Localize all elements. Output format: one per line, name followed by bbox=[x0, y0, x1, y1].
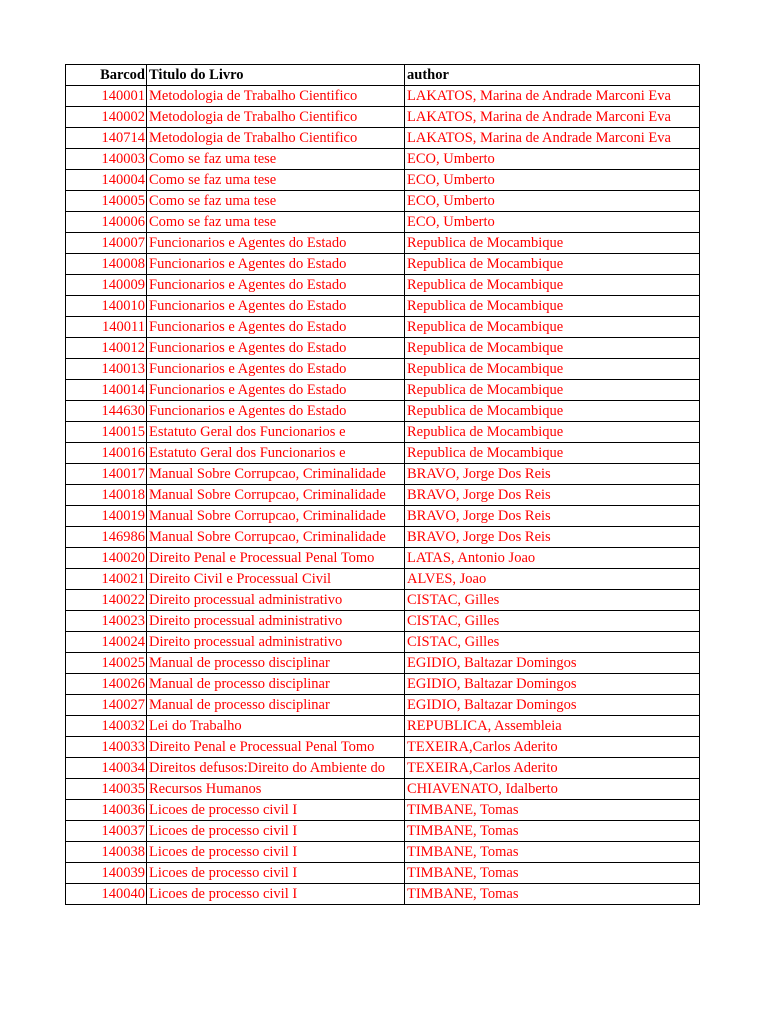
cell-author-text: ALVES, Joao bbox=[407, 571, 487, 587]
cell-title-text: Licoes de processo civil I bbox=[149, 823, 298, 839]
cell-author bbox=[405, 317, 700, 338]
cell-title bbox=[147, 128, 405, 149]
cell-title-text: Manual de processo disciplinar bbox=[149, 676, 330, 692]
cell-author-text: ECO, Umberto bbox=[407, 172, 495, 188]
cell-author bbox=[405, 254, 700, 275]
table-row bbox=[66, 254, 700, 275]
table-row bbox=[66, 212, 700, 233]
cell-author bbox=[405, 233, 700, 254]
cell-author-text: EGIDIO, Baltazar Domingos bbox=[407, 676, 577, 692]
cell-barcode: 140033 bbox=[66, 737, 147, 758]
cell-title bbox=[147, 842, 405, 863]
cell-author-text: BRAVO, Jorge Dos Reis bbox=[407, 529, 551, 545]
table-row bbox=[66, 464, 700, 485]
cell-barcode: 140001 bbox=[66, 86, 147, 107]
cell-author-text: Republica de Mocambique bbox=[407, 403, 564, 419]
cell-author bbox=[405, 569, 700, 590]
cell-title bbox=[147, 737, 405, 758]
cell-title-text: Licoes de processo civil I bbox=[149, 886, 298, 902]
table-row bbox=[66, 317, 700, 338]
cell-author bbox=[405, 107, 700, 128]
cell-title bbox=[147, 464, 405, 485]
cell-title bbox=[147, 86, 405, 107]
table-row bbox=[66, 149, 700, 170]
cell-author bbox=[405, 527, 700, 548]
table-row bbox=[66, 821, 700, 842]
table-row bbox=[66, 359, 700, 380]
cell-title bbox=[147, 296, 405, 317]
cell-title bbox=[147, 338, 405, 359]
cell-title bbox=[147, 632, 405, 653]
cell-barcode: 140038 bbox=[66, 842, 147, 863]
cell-title bbox=[147, 527, 405, 548]
cell-title-text: Funcionarios e Agentes do Estado bbox=[149, 235, 347, 251]
cell-author-text: TIMBANE, Tomas bbox=[407, 844, 519, 860]
cell-title bbox=[147, 233, 405, 254]
cell-title bbox=[147, 863, 405, 884]
cell-barcode: 140013 bbox=[66, 359, 147, 380]
cell-barcode: 140020 bbox=[66, 548, 147, 569]
cell-barcode: 140037 bbox=[66, 821, 147, 842]
cell-barcode: 140021 bbox=[66, 569, 147, 590]
cell-title bbox=[147, 485, 405, 506]
cell-barcode: 140012 bbox=[66, 338, 147, 359]
cell-author bbox=[405, 296, 700, 317]
cell-author-text: CHIAVENATO, Idalberto bbox=[407, 781, 558, 797]
cell-author bbox=[405, 548, 700, 569]
column-header-author: author bbox=[405, 65, 700, 86]
table-row bbox=[66, 758, 700, 779]
cell-author-text: Republica de Mocambique bbox=[407, 235, 564, 251]
cell-author-text: LAKATOS, Marina de Andrade Marconi Eva bbox=[407, 109, 671, 125]
cell-title bbox=[147, 422, 405, 443]
cell-barcode: 140714 bbox=[66, 128, 147, 149]
cell-author bbox=[405, 758, 700, 779]
cell-barcode: 140039 bbox=[66, 863, 147, 884]
cell-title bbox=[147, 359, 405, 380]
cell-title bbox=[147, 674, 405, 695]
cell-author-text: Republica de Mocambique bbox=[407, 361, 564, 377]
cell-title bbox=[147, 443, 405, 464]
table-row bbox=[66, 800, 700, 821]
column-header-barcode: Barcod bbox=[66, 65, 147, 86]
cell-title-text: Metodologia de Trabalho Cientifico bbox=[149, 130, 358, 146]
cell-author bbox=[405, 380, 700, 401]
cell-title-text: Funcionarios e Agentes do Estado bbox=[149, 256, 347, 272]
table-row bbox=[66, 443, 700, 464]
cell-author-text: TIMBANE, Tomas bbox=[407, 865, 519, 881]
cell-author bbox=[405, 149, 700, 170]
table-row bbox=[66, 611, 700, 632]
cell-title-text: Lei do Trabalho bbox=[149, 718, 242, 734]
table-body bbox=[66, 86, 700, 905]
cell-title bbox=[147, 821, 405, 842]
cell-title-text: Funcionarios e Agentes do Estado bbox=[149, 277, 347, 293]
cell-title-text: Manual Sobre Corrupcao, Criminalidade bbox=[149, 529, 386, 545]
cell-title-text: Funcionarios e Agentes do Estado bbox=[149, 298, 347, 314]
cell-author bbox=[405, 737, 700, 758]
cell-title-text: Funcionarios e Agentes do Estado bbox=[149, 361, 347, 377]
table-row bbox=[66, 506, 700, 527]
table-row bbox=[66, 737, 700, 758]
books-table bbox=[65, 64, 700, 905]
cell-author bbox=[405, 128, 700, 149]
cell-title bbox=[147, 254, 405, 275]
cell-author-text: ECO, Umberto bbox=[407, 151, 495, 167]
cell-author bbox=[405, 275, 700, 296]
cell-barcode: 140019 bbox=[66, 506, 147, 527]
cell-author bbox=[405, 338, 700, 359]
cell-title-text: Direito Penal e Processual Penal Tomo bbox=[149, 739, 375, 755]
cell-author-text: BRAVO, Jorge Dos Reis bbox=[407, 487, 551, 503]
cell-barcode: 140036 bbox=[66, 800, 147, 821]
cell-title-text: Como se faz uma tese bbox=[149, 151, 277, 167]
cell-author-text: TIMBANE, Tomas bbox=[407, 886, 519, 902]
cell-author bbox=[405, 695, 700, 716]
cell-title bbox=[147, 380, 405, 401]
cell-author bbox=[405, 443, 700, 464]
cell-author-text: Republica de Mocambique bbox=[407, 319, 564, 335]
table-row bbox=[66, 842, 700, 863]
cell-barcode: 140010 bbox=[66, 296, 147, 317]
cell-barcode: 140034 bbox=[66, 758, 147, 779]
table-row bbox=[66, 716, 700, 737]
cell-author bbox=[405, 191, 700, 212]
cell-title bbox=[147, 779, 405, 800]
cell-author bbox=[405, 170, 700, 191]
cell-title bbox=[147, 695, 405, 716]
cell-title-text: Estatuto Geral dos Funcionarios e bbox=[149, 424, 346, 440]
cell-title-text: Direitos defusos:Direito do Ambiente do bbox=[149, 760, 385, 776]
cell-title-text: Manual Sobre Corrupcao, Criminalidade bbox=[149, 466, 386, 482]
cell-title bbox=[147, 884, 405, 905]
column-header-title: Titulo do Livro bbox=[147, 65, 405, 86]
cell-barcode: 140023 bbox=[66, 611, 147, 632]
cell-title bbox=[147, 590, 405, 611]
cell-title-text: Direito Penal e Processual Penal Tomo bbox=[149, 550, 375, 566]
table-row bbox=[66, 779, 700, 800]
cell-barcode: 140022 bbox=[66, 590, 147, 611]
cell-title-text: Funcionarios e Agentes do Estado bbox=[149, 319, 347, 335]
cell-barcode: 144630 bbox=[66, 401, 147, 422]
cell-author-text: CISTAC, Gilles bbox=[407, 613, 500, 629]
table-row bbox=[66, 590, 700, 611]
cell-author bbox=[405, 464, 700, 485]
cell-title bbox=[147, 611, 405, 632]
cell-author-text: Republica de Mocambique bbox=[407, 424, 564, 440]
cell-title-text: Direito processual administrativo bbox=[149, 634, 343, 650]
cell-title-text: Estatuto Geral dos Funcionarios e bbox=[149, 445, 346, 461]
cell-title-text: Manual Sobre Corrupcao, Criminalidade bbox=[149, 487, 386, 503]
cell-title bbox=[147, 506, 405, 527]
table-row bbox=[66, 296, 700, 317]
cell-title-text: Licoes de processo civil I bbox=[149, 802, 298, 818]
cell-title bbox=[147, 716, 405, 737]
cell-author bbox=[405, 422, 700, 443]
cell-author-text: TIMBANE, Tomas bbox=[407, 823, 519, 839]
table-row bbox=[66, 548, 700, 569]
table-header bbox=[66, 65, 700, 86]
cell-author-text: REPUBLICA, Assembleia bbox=[407, 718, 562, 734]
cell-author-text: EGIDIO, Baltazar Domingos bbox=[407, 655, 577, 671]
cell-title-text: Direito processual administrativo bbox=[149, 592, 343, 608]
cell-title bbox=[147, 800, 405, 821]
cell-title bbox=[147, 548, 405, 569]
cell-title-text: Direito processual administrativo bbox=[149, 613, 343, 629]
cell-author bbox=[405, 86, 700, 107]
table-row bbox=[66, 653, 700, 674]
cell-author bbox=[405, 632, 700, 653]
cell-author-text: LAKATOS, Marina de Andrade Marconi Eva bbox=[407, 88, 671, 104]
cell-title bbox=[147, 758, 405, 779]
cell-author bbox=[405, 590, 700, 611]
cell-author-text: BRAVO, Jorge Dos Reis bbox=[407, 466, 551, 482]
table-row bbox=[66, 170, 700, 191]
cell-title bbox=[147, 107, 405, 128]
table-row bbox=[66, 275, 700, 296]
cell-title bbox=[147, 317, 405, 338]
cell-title bbox=[147, 569, 405, 590]
cell-author-text: Republica de Mocambique bbox=[407, 445, 564, 461]
table-row bbox=[66, 422, 700, 443]
cell-barcode: 140026 bbox=[66, 674, 147, 695]
cell-title-text: Direito Civil e Processual Civil bbox=[149, 571, 332, 587]
cell-title bbox=[147, 212, 405, 233]
cell-author-text: Republica de Mocambique bbox=[407, 256, 564, 272]
cell-author bbox=[405, 653, 700, 674]
cell-barcode: 140015 bbox=[66, 422, 147, 443]
cell-barcode: 140032 bbox=[66, 716, 147, 737]
cell-author bbox=[405, 611, 700, 632]
cell-author-text: LATAS, Antonio Joao bbox=[407, 550, 536, 566]
cell-author-text: ECO, Umberto bbox=[407, 214, 495, 230]
header-row bbox=[66, 65, 700, 86]
cell-author bbox=[405, 863, 700, 884]
cell-author-text: TEXEIRA,Carlos Aderito bbox=[407, 739, 558, 755]
cell-title-text: Como se faz uma tese bbox=[149, 193, 277, 209]
cell-title-text: Funcionarios e Agentes do Estado bbox=[149, 340, 347, 356]
cell-title bbox=[147, 653, 405, 674]
cell-author-text: TEXEIRA,Carlos Aderito bbox=[407, 760, 558, 776]
cell-author-text: LAKATOS, Marina de Andrade Marconi Eva bbox=[407, 130, 671, 146]
cell-author bbox=[405, 779, 700, 800]
table-row bbox=[66, 233, 700, 254]
cell-title bbox=[147, 191, 405, 212]
table-row bbox=[66, 569, 700, 590]
cell-author bbox=[405, 359, 700, 380]
table-row bbox=[66, 107, 700, 128]
cell-barcode: 140008 bbox=[66, 254, 147, 275]
cell-barcode: 140007 bbox=[66, 233, 147, 254]
cell-barcode: 140005 bbox=[66, 191, 147, 212]
cell-title-text: Metodologia de Trabalho Cientifico bbox=[149, 109, 358, 125]
cell-title bbox=[147, 275, 405, 296]
cell-barcode: 140003 bbox=[66, 149, 147, 170]
table-row bbox=[66, 485, 700, 506]
table-row bbox=[66, 527, 700, 548]
table-row bbox=[66, 380, 700, 401]
cell-title-text: Manual Sobre Corrupcao, Criminalidade bbox=[149, 508, 386, 524]
cell-author bbox=[405, 884, 700, 905]
cell-barcode: 140009 bbox=[66, 275, 147, 296]
cell-author-text: TIMBANE, Tomas bbox=[407, 802, 519, 818]
cell-author-text: Republica de Mocambique bbox=[407, 277, 564, 293]
cell-barcode: 140016 bbox=[66, 443, 147, 464]
cell-author-text: Republica de Mocambique bbox=[407, 382, 564, 398]
cell-barcode: 146986 bbox=[66, 527, 147, 548]
cell-title bbox=[147, 401, 405, 422]
cell-author-text: EGIDIO, Baltazar Domingos bbox=[407, 697, 577, 713]
cell-author bbox=[405, 401, 700, 422]
cell-title-text: Metodologia de Trabalho Cientifico bbox=[149, 88, 358, 104]
cell-title-text: Funcionarios e Agentes do Estado bbox=[149, 403, 347, 419]
cell-author-text: ECO, Umberto bbox=[407, 193, 495, 209]
cell-title-text: Como se faz uma tese bbox=[149, 214, 277, 230]
cell-barcode: 140011 bbox=[66, 317, 147, 338]
cell-title bbox=[147, 149, 405, 170]
cell-author bbox=[405, 821, 700, 842]
cell-author-text: Republica de Mocambique bbox=[407, 298, 564, 314]
table-row bbox=[66, 863, 700, 884]
table-row bbox=[66, 338, 700, 359]
table-row bbox=[66, 674, 700, 695]
table-row bbox=[66, 86, 700, 107]
cell-barcode: 140024 bbox=[66, 632, 147, 653]
table-row bbox=[66, 632, 700, 653]
cell-barcode: 140040 bbox=[66, 884, 147, 905]
cell-author bbox=[405, 800, 700, 821]
cell-barcode: 140014 bbox=[66, 380, 147, 401]
cell-title-text: Manual de processo disciplinar bbox=[149, 655, 330, 671]
cell-barcode: 140006 bbox=[66, 212, 147, 233]
cell-author bbox=[405, 506, 700, 527]
table-row bbox=[66, 884, 700, 905]
cell-author bbox=[405, 716, 700, 737]
cell-title-text: Como se faz uma tese bbox=[149, 172, 277, 188]
cell-author bbox=[405, 485, 700, 506]
cell-title bbox=[147, 170, 405, 191]
cell-author-text: BRAVO, Jorge Dos Reis bbox=[407, 508, 551, 524]
table-row bbox=[66, 401, 700, 422]
cell-title-text: Licoes de processo civil I bbox=[149, 844, 298, 860]
cell-author bbox=[405, 674, 700, 695]
table-row bbox=[66, 695, 700, 716]
cell-author bbox=[405, 842, 700, 863]
cell-barcode: 140018 bbox=[66, 485, 147, 506]
cell-barcode: 140027 bbox=[66, 695, 147, 716]
table-row bbox=[66, 191, 700, 212]
cell-barcode: 140035 bbox=[66, 779, 147, 800]
table-row bbox=[66, 128, 700, 149]
cell-barcode: 140017 bbox=[66, 464, 147, 485]
cell-author bbox=[405, 212, 700, 233]
cell-author-text: Republica de Mocambique bbox=[407, 340, 564, 356]
cell-title-text: Manual de processo disciplinar bbox=[149, 697, 330, 713]
cell-title-text: Funcionarios e Agentes do Estado bbox=[149, 382, 347, 398]
cell-barcode: 140025 bbox=[66, 653, 147, 674]
cell-barcode: 140004 bbox=[66, 170, 147, 191]
cell-author-text: CISTAC, Gilles bbox=[407, 634, 500, 650]
cell-title-text: Recursos Humanos bbox=[149, 781, 262, 797]
cell-barcode: 140002 bbox=[66, 107, 147, 128]
cell-author-text: CISTAC, Gilles bbox=[407, 592, 500, 608]
cell-title-text: Licoes de processo civil I bbox=[149, 865, 298, 881]
